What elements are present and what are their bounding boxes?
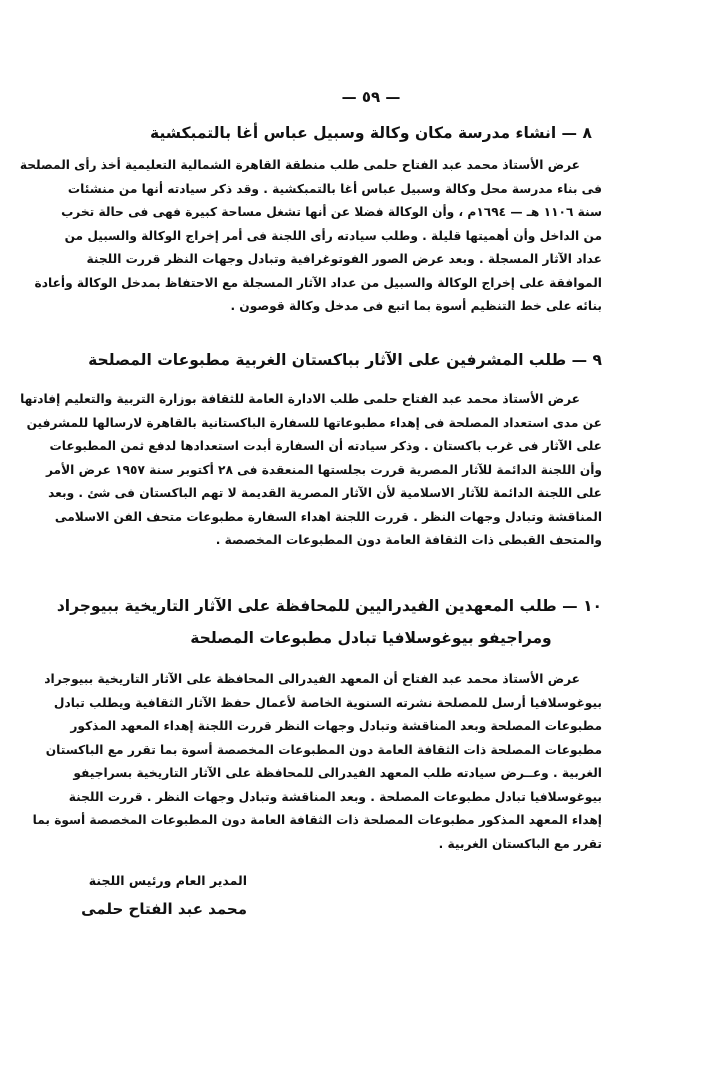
text-line: سنة ١١٠٦ هـ — ١٦٩٤م ، وأن الوكالة فضلا عن أنها تشغل مساحة كبيرة فهى فى حالة تخرب <box>61 205 602 219</box>
text-line: على اللجنة الدائمة للآثار الاسلامية لأن الآثار المصرية القديمة لا تهم الباكستان فى شئ . وبعد <box>48 486 602 500</box>
text-line: عن مدى استعداد المصلحة فى إهداء مطبوعاتها للسفارة الباكستانية بالقاهرة لارسالها للمشرفين <box>26 415 602 430</box>
text-line: وأن اللجنة الدائمة للآثار المصرية قررت بجلستها المنعقدة فى ٢٨ أكتوبر سنة ١٩٥٧ عرض الأمر <box>45 462 602 477</box>
text-line: بيوغوسلافيا أرسل للمصلحة نشرته السنوية الخاصة لأعمال حفظ الآثار الثقافية ويطلب تبادل <box>53 695 602 710</box>
section-10-heading: ١٠ — طلب المعهدين الفيدراليين للمحافظة على الآثار التاريخية ببيوجراد <box>56 597 602 615</box>
text-line: مطبوعات المصلحة ذات الثقافة العامة دون المطبوعات المخصصة أسوة بما تقرر مع الباكستان <box>45 742 602 757</box>
page-number: — ٥٩ — <box>341 88 401 106</box>
text-line: على الآثار فى غرب باكستان . وذكر سيادته أن السفارة أبدت استعدادها لدفع ثمن المطبوعات <box>49 439 602 453</box>
section-10-body <box>32 668 602 856</box>
text-line: بيوغوسلافيا تبادل مطبوعات المصلحة . وبعد المناقشة وتبادل وجهات النظر . قررت اللجنة <box>68 789 602 804</box>
text-line: المناقشة وتبادل وجهات النظر . قررت اللجنة اهداء السفارة مطبوعات متحف الفن الاسلامى <box>54 509 602 524</box>
section-10-heading-line2: ومراجيفو بيوغوسلافيا تبادل مطبوعات المصلحة <box>190 629 552 647</box>
section-9-heading: ٩ — طلب المشرفين على الآثار بباكستان الغربية مطبوعات المصلحة <box>88 351 602 369</box>
text-line: مطبوعات المصلحة وبعد المناقشة وتبادل وجهات النظر قررت اللجنة إهداء المعهد المذكور <box>70 719 602 733</box>
text-line: الغربية . وعــرض سيادته طلب المعهد الفيدرالى للمحافظة على الآثار التاريخية بسراجيفو <box>73 766 602 780</box>
text-line: تقرر مع الباكستان الغربية . <box>438 836 602 851</box>
signature-name: محمد عبد الفتاح حلمى <box>81 900 247 918</box>
text-line: الموافقة على إخراج الوكالة والسبيل من عداد الآثار المسجلة مع الاحتفاظ بمدخل الوكالة وأعادة <box>34 275 602 290</box>
section-8-body <box>19 154 602 319</box>
text-line: من الداخل وأن أهميتها قليلة . وطلب سيادته رأى اللجنة فى أمر إخراج الوكالة والسبيل من <box>64 228 602 243</box>
signature-title: المدير العام ورئيس اللجنة <box>88 873 247 888</box>
text-line: والمتحف القبطى ذات الثقافة العامة دون المطبوعات المخصصة . <box>215 533 602 547</box>
text-line: إهداء المعهد المذكور مطبوعات المصلحة ذات الثقافة العامة دون المطبوعات المخصصة أسوة بما <box>32 813 602 827</box>
text-line: عرض الأستاذ محمد عبد الفتاح حلمى طلب منطقة القاهرة الشمالية التعليمية أخذ رأى المصلحة <box>19 158 580 172</box>
text-line: عرض الأستاذ محمد عبد الفتاح أن المعهد الفيدرالى المحافظة على الآثار التاريخية ببيوجراد <box>44 672 580 686</box>
text-line: بنائه على خط التنظيم أسوة بما اتبع فى مدخل وكالة قوصون . <box>230 299 602 313</box>
text-line: فى بناء مدرسة محل وكالة وسبيل عباس أغا بالتمبكشية . وقد ذكر سيادته أنها من منشئات <box>67 181 602 196</box>
text-line: عرض الأستاذ محمد عبد الفتاح حلمى طلب الادارة العامة للثقافة بوزارة التربية والتعليم إفادتها <box>20 392 580 406</box>
text-line: عداد الآثار المسجلة . وبعد عرض الصور الفوتوغرافية وتبادل وجهات النظر قررت اللجنة <box>86 252 602 266</box>
section-9-body <box>20 388 602 553</box>
section-8-heading: ٨ — انشاء مدرسة مكان وكالة وسبيل عباس أغا بالتمبكشية <box>150 124 592 142</box>
